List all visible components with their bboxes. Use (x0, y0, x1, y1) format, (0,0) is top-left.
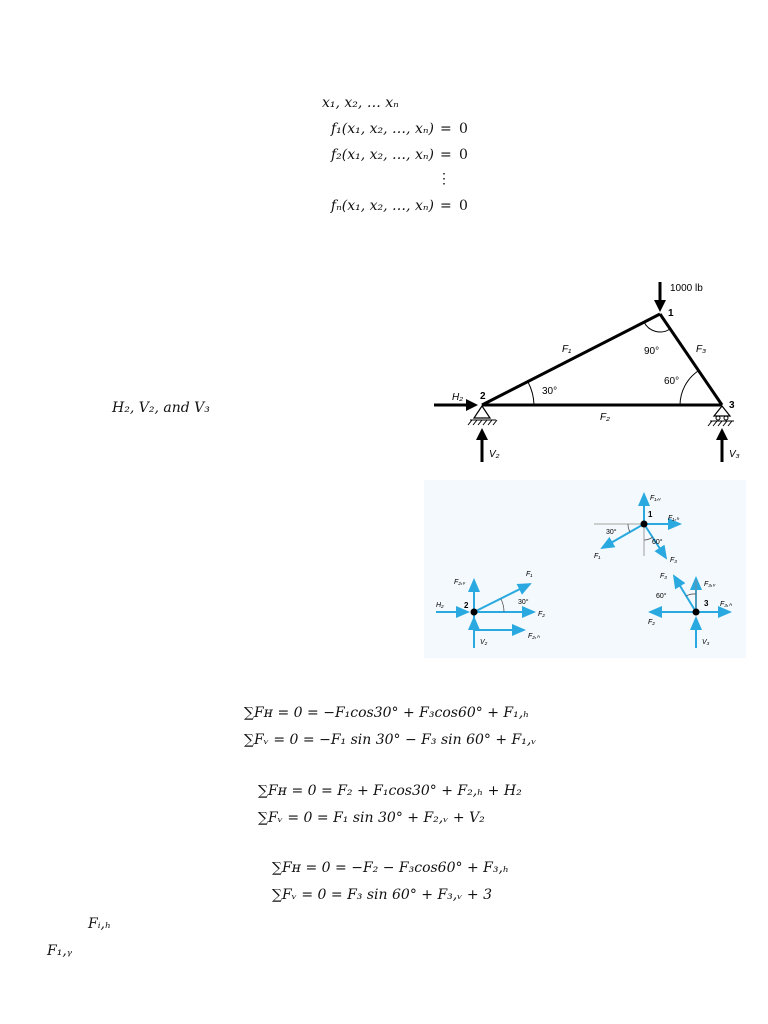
fbd3-angle-60: 60° (656, 593, 667, 600)
equation-node1-v: ∑Fᵥ = 0 = −F₁ sin 30° − F₃ sin 60° + F₁,ᵥ (244, 732, 537, 748)
fbd2-v2: V₂ (480, 639, 488, 646)
angle-60: 60° (664, 376, 680, 387)
system-vdots: ⋮ (437, 171, 451, 187)
footnote-fih: Fᵢ,ₕ (88, 916, 112, 932)
fbd2-h2: H₂ (436, 602, 444, 609)
fbd3-v3: V₃ (702, 639, 710, 646)
member-label-f3: F₃ (696, 344, 707, 355)
equation-node1-h: ∑Fʜ = 0 = −F₁cos30° + F₃cos60° + F₁,ₕ (244, 705, 530, 721)
system-row-n-eq: = (440, 198, 452, 214)
equation-node3-v: ∑Fᵥ = 0 = F₃ sin 60° + F₃,ᵥ + 3 (272, 887, 492, 903)
variables-list: x₁, x₂, … xₙ (322, 95, 399, 111)
truss-node-2: 2 (480, 391, 486, 402)
fbd3-f3h: F₃,ₕ (720, 601, 732, 608)
truss-diagram (432, 268, 754, 470)
equation-node2-v: ∑Fᵥ = 0 = F₁ sin 30° + F₂,ᵥ + V₂ (258, 810, 485, 826)
load-label: 1000 lb (670, 283, 703, 294)
fbd1-f1h: F₁,ₕ (668, 515, 680, 522)
fbd2-f2: F₂ (538, 611, 545, 618)
fbd2-f2h: F₂,ₕ (528, 633, 540, 640)
fbd-node-1: 1 (648, 510, 653, 519)
free-body-diagrams (424, 480, 746, 658)
fbd-node-2: 2 (464, 601, 469, 610)
system-row-n-lhs: fₙ(x₁, x₂, …, xₙ) (330, 198, 434, 214)
fbd2-f1: F₁ (526, 571, 533, 578)
fbd1-f3: F₃ (670, 557, 678, 564)
member-label-f2: F₂ (600, 412, 610, 423)
system-row-1-rhs: 0 (459, 121, 468, 137)
fbd3-f3v: F₃,ᵥ (704, 581, 716, 588)
equation-node3-h: ∑Fʜ = 0 = −F₂ − F₃cos60° + F₃,ₕ (272, 860, 509, 876)
system-row-1-lhs: f₁(x₁, x₂, …, xₙ) (330, 121, 434, 137)
system-row-1-eq: = (440, 121, 452, 137)
fbd2-f2v: F₂,ᵥ (454, 579, 466, 586)
system-row-2-eq: = (440, 147, 452, 163)
angle-90: 90° (644, 346, 660, 357)
system-row-2-lhs: f₂(x₁, x₂, …, xₙ) (330, 147, 434, 163)
system-row-2-rhs: 0 (459, 147, 468, 163)
truss-node-1: 1 (668, 308, 674, 319)
fbd2-angle-30: 30° (518, 599, 529, 606)
member-label-f1: F₁ (562, 344, 572, 355)
fbd1-angle-30: 30° (606, 529, 617, 536)
angle-30: 30° (542, 386, 558, 397)
reaction-v2: V₂ (489, 449, 500, 460)
truss-node-3: 3 (729, 400, 735, 411)
fbd-node-3: 3 (704, 599, 709, 608)
unknowns-text: H₂, V₂, and V₃ (112, 400, 210, 416)
reaction-h2: H₂ (452, 392, 464, 403)
reaction-v3: V₃ (729, 449, 740, 460)
fbd1-angle-60: 60° (652, 539, 663, 546)
equation-node2-h: ∑Fʜ = 0 = F₂ + F₁cos30° + F₂,ₕ + H₂ (258, 783, 522, 799)
fbd1-f1v: F₁,ᵥ (650, 495, 661, 502)
fbd3-f3: F₃ (660, 573, 668, 580)
fbd3-f2: F₂ (648, 619, 655, 626)
system-row-n-rhs: 0 (459, 198, 468, 214)
fbd1-f1: F₁ (594, 553, 601, 560)
footnote-f1y: F₁,ᵧ (47, 943, 73, 959)
